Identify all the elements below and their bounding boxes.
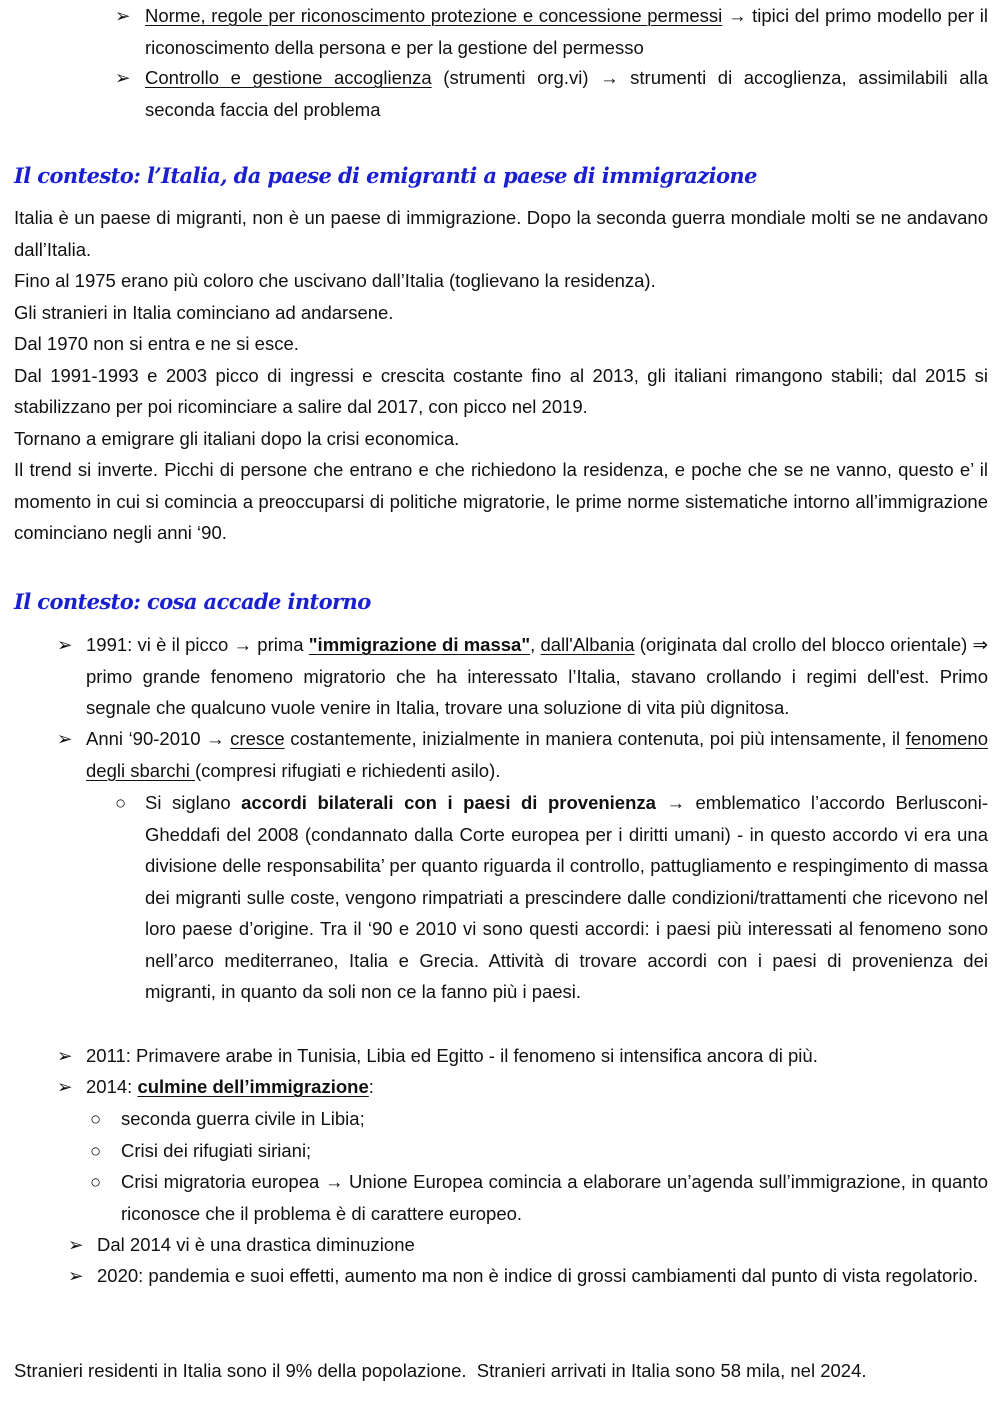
- section-body: [14, 202, 988, 549]
- circle-bullet-icon: ○: [90, 1108, 102, 1129]
- paragraph: Gli stranieri in Italia cominciano ad andarsene.: [14, 301, 394, 323]
- list-item: [115, 62, 988, 125]
- list-item-text: Anni ‘90-2010 → cresce costantemente, inizialmente in maniera contenuta, poi più intensamente, il fenomeno degli sbarchi (compresi rifugiati e richiedenti asilo).: [86, 728, 988, 781]
- list-item: [68, 1260, 988, 1323]
- arrow-bullet-icon: ➢: [115, 67, 131, 88]
- list-item: [57, 1040, 988, 1072]
- arrow-bullet-icon: ➢: [57, 1076, 73, 1097]
- arrow-bullet-icon: ➢: [115, 5, 131, 26]
- list-item: [57, 1071, 988, 1103]
- paragraph: Dal 1991-1993 e 2003 picco di ingressi e crescita costante fino al 2013, gli italiani rimangono stabili; dal 2015 si stabilizzano per poi ricominciare a salire dal 2017, con picco nel 2019.: [14, 364, 988, 417]
- closing-paragraph: Stranieri residenti in Italia sono il 9% della popolazione. Stranieri arrivati in Italia sono 58 mila, nel 2024.: [14, 1360, 867, 1381]
- list-item-text: seconda guerra civile in Libia;: [121, 1108, 365, 1129]
- paragraph: Italia è un paese di migranti, non è un paese di immigrazione. Dopo la seconda guerra mondiale molti se ne andavano dall’Italia.: [14, 207, 988, 260]
- sub-list-item: [90, 1135, 988, 1167]
- inline-link[interactable]: Controllo e gestione accoglienza: [145, 67, 432, 88]
- arrow-bullet-icon: ➢: [57, 634, 73, 655]
- list-item-text: Dal 2014 vi è una drastica diminuzione: [97, 1234, 415, 1255]
- inline-link[interactable]: dall'Albania: [540, 634, 635, 655]
- list-item-text: 2014: culmine dell’immigrazione:: [86, 1076, 374, 1097]
- paragraph: Fino al 1975 erano più coloro che uscivano dall’Italia (toglievano la residenza).: [14, 270, 656, 291]
- paragraph: Il trend si inverte. Picchi di persone che entrano e che richiedono la residenza, e poche che se ne vanno, questo e’ il momento in cui si comincia a preoccuparsi di politiche migratorie, le prime norme sistematiche intorno all’immigrazione cominciano negli anni ‘90.: [14, 459, 988, 543]
- list-item-text: Crisi dei rifugiati siriani;: [121, 1140, 312, 1161]
- list-item: [68, 1229, 988, 1261]
- inline-link[interactable]: Norme, regole per riconoscimento protezione e concessione permessi: [145, 5, 723, 26]
- arrow-bullet-icon: ➢: [68, 1265, 84, 1286]
- sub-list-item: [115, 787, 988, 1039]
- inline-link[interactable]: cresce: [230, 728, 285, 749]
- list-item-text: Controllo e gestione accoglienza (strumenti org.vi) → strumenti di accoglienza, assimilabili alla seconda faccia del problema: [145, 67, 988, 120]
- list-item: [115, 0, 988, 63]
- paragraph: Tornano a emigrare gli italiani dopo la crisi economica.: [14, 427, 460, 449]
- circle-bullet-icon: ○: [90, 1171, 102, 1192]
- list-item: [57, 723, 988, 786]
- list-item-text: Crisi migratoria europea → Unione Europea comincia a elaborare un’agenda sull’immigrazione, in quanto riconosce che il problema è di carattere europeo.: [121, 1171, 988, 1224]
- sub-list-item: [90, 1103, 988, 1135]
- section-heading: Il contesto: cosa accade intorno: [14, 589, 371, 614]
- list-item: [57, 629, 988, 724]
- inline-link[interactable]: fenomeno degli sbarchi: [86, 728, 988, 781]
- paragraph: Dal 1970 non si entra e ne si esce.: [14, 333, 299, 354]
- list-item-text: Norme, regole per riconoscimento protezione e concessione permessi → tipici del primo modello per il riconoscimento della persona e per la gestione del permesso: [145, 5, 988, 58]
- bold-term: accordi bilaterali con i paesi di provenienza: [241, 792, 656, 813]
- bold-term: "immigrazione di massa": [308, 634, 531, 655]
- list-item-text: 1991: vi è il picco → prima "immigrazione di massa", dall'Albania (originata dal crollo del blocco orientale) ⇒ primo grande fenomeno migratorio che ha interessato l’Italia, stavano crollando i regimi dell'est. Primo segnale che qualcuno vuole venire in Italia, trovare una soluzione di vita più dignitosa.: [86, 634, 989, 718]
- arrow-bullet-icon: ➢: [57, 1045, 73, 1066]
- sub-list-item: [90, 1166, 988, 1229]
- list-item-text: 2011: Primavere arabe in Tunisia, Libia ed Egitto - il fenomeno si intensifica ancora di più.: [86, 1045, 818, 1066]
- circle-bullet-icon: ○: [90, 1140, 102, 1161]
- list-item-text: 2020: pandemia e suoi effetti, aumento ma non è indice di grossi cambiamenti dal punto di vista regolatorio.: [97, 1265, 978, 1286]
- arrow-bullet-icon: ➢: [68, 1234, 84, 1255]
- circle-bullet-icon: ○: [115, 792, 127, 813]
- list-item-text: Si siglano accordi bilaterali con i paesi di provenienza → emblematico l’accordo Berlusconi-Gheddafi del 2008 (condannato dalla Corte europea per i diritti umani) - in questo accordo vi era una divisione delle responsabilita’ per quanto riguarda il controllo, pattugliamento e respingimento di massa dei migranti sulle coste, vengono rimpatriati a prescindere dalle condizioni/trattamenti che ricevono nel loro paese d’origine. Tra il ‘90 e 2010 vi sono questi accordi: i paesi più interessati al fenomeno sono nell’arco mediterraneo, Italia e Grecia. Attività di trovare accordi con i paesi di provenienza dei migranti, in quanto da soli non ce la fanno più i paesi.: [145, 792, 988, 1002]
- arrow-bullet-icon: ➢: [57, 728, 73, 749]
- bold-term: culmine dell’immigrazione: [137, 1076, 369, 1097]
- section-heading: Il contesto: l’Italia, da paese di emigranti a paese di immigrazione: [14, 163, 757, 188]
